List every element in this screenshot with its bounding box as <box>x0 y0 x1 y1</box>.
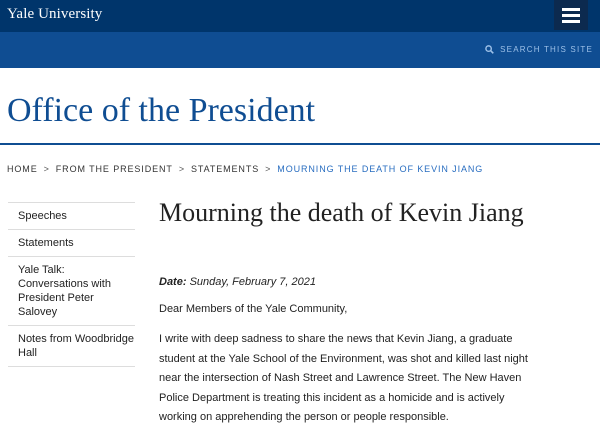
breadcrumb-from-the-president[interactable]: FROM THE PRESIDENT <box>55 164 173 174</box>
hamburger-icon-line <box>562 14 580 17</box>
article-title: Mourning the death of Kevin Jiang <box>159 198 524 227</box>
breadcrumb-home[interactable]: HOME <box>7 164 38 174</box>
search-label: SEARCH THIS SITE <box>500 45 593 54</box>
top-bar <box>0 0 600 32</box>
sidebar-item-notes-from-woodbridge-hall[interactable]: Notes from Woodbridge Hall <box>8 325 135 367</box>
title-divider <box>0 143 600 145</box>
breadcrumb-separator: > <box>178 164 185 174</box>
sidebar-item-speeches[interactable]: Speeches <box>8 202 135 229</box>
search-bar <box>0 32 600 68</box>
search-this-site-button[interactable] <box>485 45 593 54</box>
sidebar-nav <box>8 202 135 367</box>
article-paragraph: I write with deep sadness to share the news that Kevin Jiang, a graduate student at the Yale School of the Environment, was shot and killed last night near the intersection of Nash Street and Lawrence Street. The New Haven Police Department is treating this incident as a homicide and is actively working on apprehending the person or people responsible. <box>159 333 528 423</box>
breadcrumb <box>7 164 483 174</box>
breadcrumb-statements[interactable]: STATEMENTS <box>190 164 260 174</box>
breadcrumb-current: MOURNING THE DEATH OF KEVIN JIANG <box>277 164 484 174</box>
hamburger-icon-line <box>562 20 580 23</box>
search-icon <box>485 45 494 54</box>
sidebar-item-yale-talk[interactable]: Yale Talk: Conversations with President Peter Salovey <box>8 256 135 325</box>
site-title[interactable]: Office of the President <box>7 92 316 129</box>
breadcrumb-separator: > <box>43 164 50 174</box>
hamburger-icon-line <box>562 8 580 11</box>
yale-university-logo[interactable]: Yale University <box>7 6 103 22</box>
salutation: Dear Members of the Yale Community, <box>159 303 348 315</box>
date-value: Sunday, February 7, 2021 <box>189 276 316 288</box>
breadcrumb-separator: > <box>265 164 272 174</box>
article-date <box>159 276 316 288</box>
sidebar-item-statements[interactable]: Statements <box>8 229 135 256</box>
menu-button[interactable] <box>554 0 588 30</box>
date-label: Date: <box>159 276 187 288</box>
